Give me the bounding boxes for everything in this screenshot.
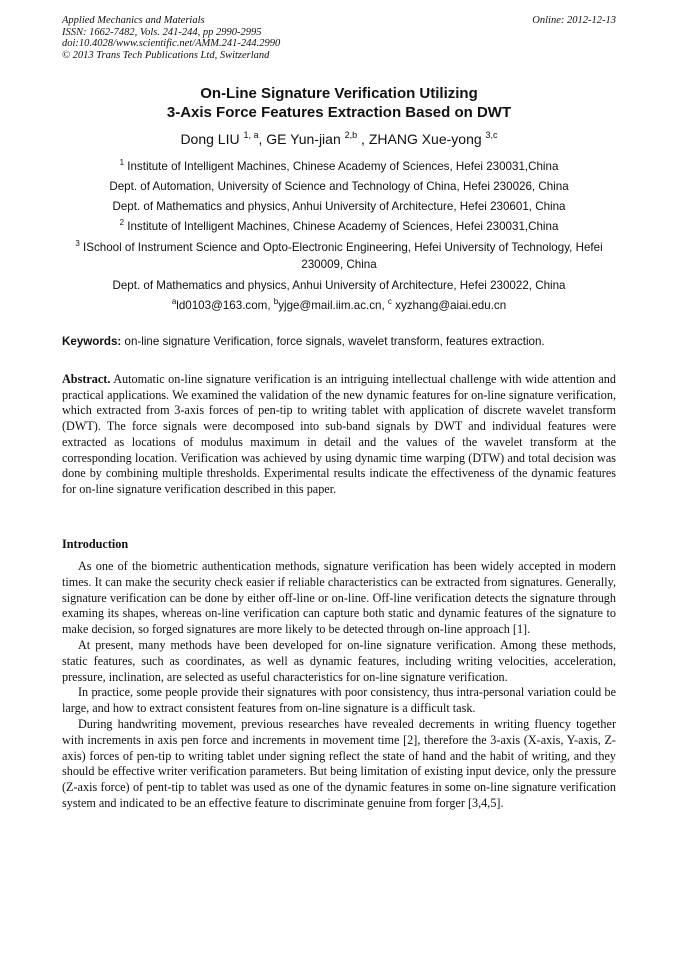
affiliation-line: [62, 197, 616, 217]
author-name: Dong LIU: [180, 131, 240, 147]
copyright-line: © 2013 Trans Tech Publications Ltd, Switzerland: [62, 49, 270, 61]
abstract-text: Automatic on-line signature verification is an intriguing intellectual challenge with wide attention and practical applications. We examined the validation of the new dynamic features for on-line signature verification, which extracted from 3-axis forces of pen-tip to writing tablet with application of discrete wavelet transform (DWT). The force signals were decomposed into sub-band signals by DWT and individual features were extracted as locations of modulus maximum in detail and the values of the wavelet transform at the corresponding location. Verification was achieved by using dynamic time warping (DTW) and total decision was done by combining multiple thresholds. Experimental results indicate the effectiveness of the dynamic features for on-line signature verification described in this paper.: [62, 372, 616, 496]
introduction-body: [62, 559, 616, 812]
paragraph: In practice, some people provide their signatures with poor consistency, thus intra-personal variation could be large, and how to extract consistent features from on-line signature is a difficult task.: [62, 685, 616, 716]
email-sup: a: [171, 297, 177, 306]
email-sup: b: [273, 297, 279, 306]
author-list: [62, 130, 616, 148]
author-sup: 3,c: [485, 130, 498, 140]
abstract-label: Abstract.: [62, 372, 111, 386]
affiliation-text: ISchool of Instrument Science and Opto-Electronic Engineering, Hefei University of Technology, Hefei 230009, China: [79, 241, 603, 271]
keywords-label: Keywords:: [62, 335, 122, 348]
title-line-2: 3-Axis Force Features Extraction Based on DWT: [166, 104, 512, 121]
journal-header: [62, 15, 616, 61]
email-address: yjge@mail.iim.ac.cn,: [278, 299, 388, 312]
author-name: ZHANG Xue-yong: [368, 131, 482, 147]
author-sup: 2,b: [344, 130, 358, 140]
email-address: xyzhang@aiai.edu.cn: [391, 299, 507, 312]
abstract: [62, 372, 616, 498]
affiliation-sup: 2: [119, 218, 125, 227]
paper-title: [62, 84, 616, 122]
email-address: ld0103@163.com,: [176, 299, 274, 312]
author-separator: ,: [357, 131, 369, 147]
issn-line: ISSN: 1662-7482, Vols. 241-244, pp 2990-2995: [62, 26, 262, 38]
paragraph: At present, many methods have been developed for on-line signature verification. Among these methods, static features, such as coordinates, as well as dynamic features, including writing velocities, acceleration, pressure, inclination, are selected as useful characteristics for on-line signature verification.: [62, 637, 616, 684]
affiliation-text: Institute of Intelligent Machines, Chinese Academy of Sciences, Hefei 230031,China: [124, 220, 559, 233]
author-separator: ,: [258, 131, 267, 147]
paragraph: During handwriting movement, previous researches have revealed decrements in writing fluency together with increments in axis pen force and increments in movement time [2], therefore the 3-axis (X-axis, Y-axis, Z-axis) forces of pen-tip to writing tablet under signing reflect the state of hand and the habit of writing, and they should be effective writer verification parameters. But being limitation of existing input device, only the pressure (Z-axis force) of pent-tip to tablet was used as one of the dynamic features in some on-line signature verification system and indicated to be an effective feature to discriminate genuine from forger [3,4,5].: [62, 716, 616, 810]
affiliation-sup: 1: [119, 158, 125, 167]
email-sup: c: [387, 297, 392, 306]
doi-line: doi:10.4028/www.scientific.net/AMM.241-244.2990: [62, 38, 281, 49]
online-date: Online: 2012-12-13: [532, 15, 616, 26]
keywords-text: on-line signature Verification, force signals, wavelet transform, features extraction.: [121, 335, 545, 348]
keywords: [62, 334, 616, 350]
affiliation-text: Dept. of Mathematics and physics, Anhui University of Architecture, Hefei 230601, China: [112, 200, 566, 213]
affiliation-line: [62, 157, 616, 177]
author-sup: 1, a: [243, 130, 259, 140]
email-line: [62, 296, 616, 316]
affiliation-line: [62, 217, 616, 237]
author-name: GE Yun-jian: [266, 131, 341, 147]
affiliation-text: Dept. of Automation, University of Science and Technology of China, Hefei 230026, China: [109, 180, 569, 193]
paragraph: As one of the biometric authentication methods, signature verification has been widely accepted in modern times. It can make the security check easier if reliable characteristics can be extracted from signatures. Generally, signature verification can be done by either off-line or on-line. Off-line verification detects the signature through examing its shapes, whereas on-line verification can capture both static and dynamic features of the signature to make decision, so forged signatures are more likely to be detected through on-line approach [1].: [62, 559, 616, 637]
section-heading-introduction: Introduction: [62, 537, 129, 551]
affiliation-line: [62, 177, 616, 197]
journal-name: Applied Mechanics and Materials: [62, 15, 205, 26]
affiliation-line: [62, 239, 616, 273]
affiliation-sup: 3: [75, 239, 80, 248]
affiliation-text: Institute of Intelligent Machines, Chinese Academy of Sciences, Hefei 230031,China: [124, 160, 559, 173]
title-line-1: On-Line Signature Verification Utilizing: [200, 85, 478, 102]
affiliation-line: [62, 276, 616, 296]
affiliation-text: Dept. of Mathematics and physics, Anhui University of Architecture, Hefei 230022, China: [112, 279, 566, 292]
affiliations: [62, 157, 616, 316]
